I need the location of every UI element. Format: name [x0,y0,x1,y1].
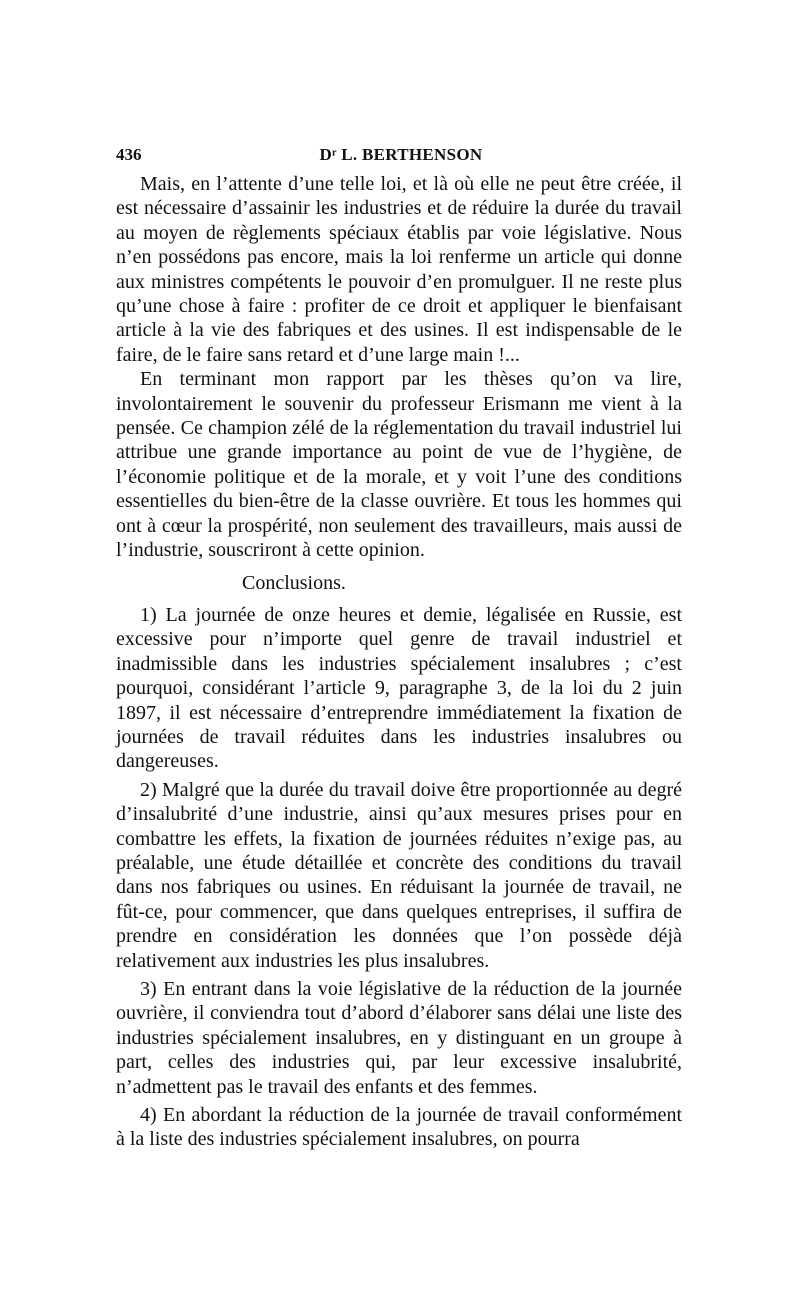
page-body [116,172,682,1152]
conclusion-item: 3) En entrant dans la voie législative de la réduction de la journée ouvrière, il conviendra tout d’abord d’élaborer sans délai une liste des industries spécialement insalubres, en y distinguant en un groupe à part, celles des industries qui, par leur excessive insalubrité, n’admettent pas le travail des enfants et des femmes. [116,978,682,1098]
conclusion-item: 1) La journée de onze heures et demie, légalisée en Russie, est excessive pour n’importe quel genre de travail industriel et inadmissible dans les industries spécialement insalubres ; c’est pourquoi, considérant l’article 9, paragraphe 3, de la loi du 2 juin 1897, il est nécessaire d’entreprendre immédiatement la fixation de journées de travail réduites dans les industries insalubres ou dangereuses. [116,603,682,773]
page-number: 436 [116,145,142,164]
running-title: Dʳ L. BERTHENSON [319,145,483,164]
conclusion-item: 4) En abordant la réduction de la journée de travail conformément à la liste des industries spécialement insalubres, on pourra [116,1104,682,1151]
paragraph: En terminant mon rapport par les thèses qu’on va lire, involontairement le souvenir du professeur Erismann me vient à la pensée. Ce champion zélé de la réglementation du travail industriel lui attribue une grande importance au point de vue de l’hygiène, de l’économie politique et de la morale, et y voit l’une des conditions essentielles du bien-être de la classe ouvrière. Et tous les hommes qui ont à cœur la prospérité, non seulement des travailleurs, mais aussi de l’industrie, souscriront à cette opinion. [116,368,682,562]
conclusions-heading: Conclusions. [242,571,346,594]
page-header [116,145,686,167]
paragraph: Mais, en l’attente d’une telle loi, et là où elle ne peut être créée, il est nécessaire d’assainir les industries et de réduire la durée du travail au moyen de règlements spéciaux établis par voie législative. Nous n’en possédons pas encore, mais la loi renferme un article qui donne aux ministres compétents le pouvoir d’en promulguer. Il ne reste plus qu’une chose à faire : profiter de ce droit et appliquer le bienfaisant article à la vie des fabriques et des usines. Il est indispensable de le faire, de le faire sans retard et d’une large main !... [116,173,682,366]
conclusion-item: 2) Malgré que la durée du travail doive être proportionnée au degré d’insalubrité d’une industrie, ainsi qu’aux mesures prises pour en combattre les effets, la fixation de journées réduites n’exige pas, au préalable, une étude détaillée et concrète des conditions du travail dans nos fabriques ou usines. En réduisant la journée de travail, ne fût-ce, pour commencer, que dans quelques entreprises, il suffira de prendre en considération les données que l’on possède déjà relativement aux industries les plus insalubres. [116,778,682,972]
